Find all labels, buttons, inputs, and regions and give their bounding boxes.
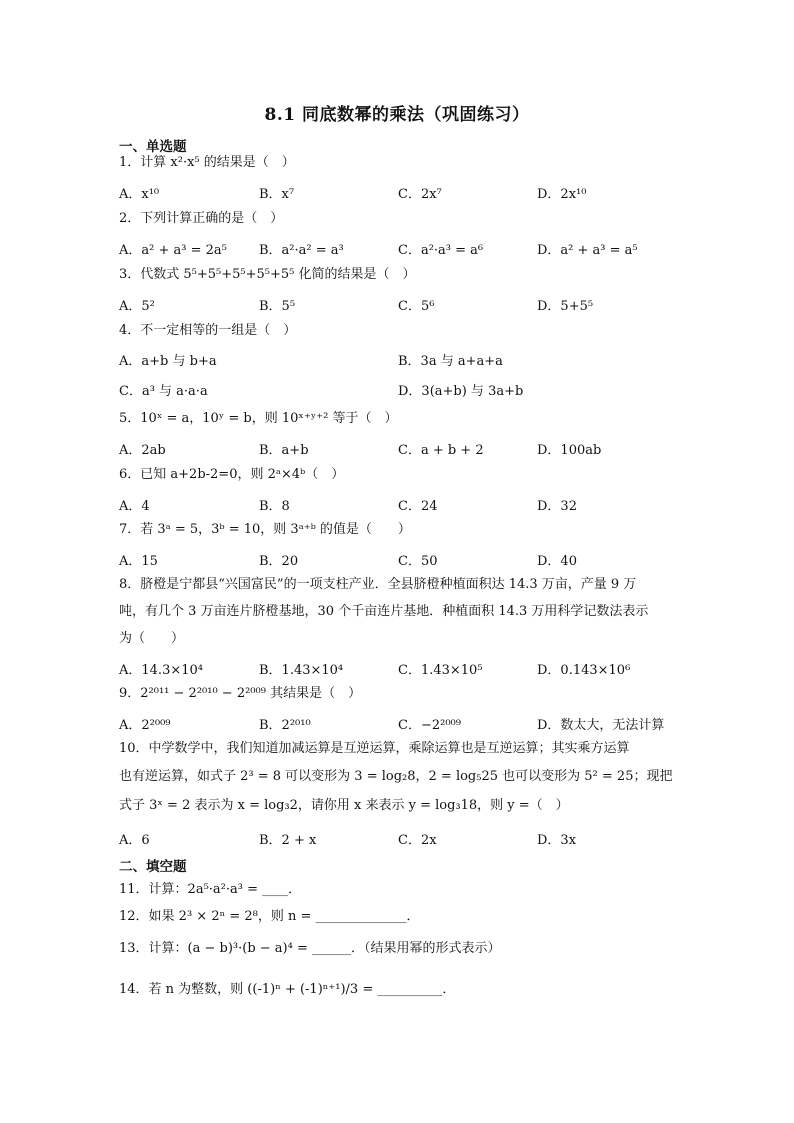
option-d: D．3(a+b) 与 3a+b <box>398 384 524 399</box>
page-title: 8.1 同底数幂的乘法（巩固练习） <box>264 105 530 125</box>
option-c: C．50 <box>398 554 438 569</box>
options-5 <box>119 439 679 459</box>
option-a: A．15 <box>119 554 158 569</box>
option-d: D．0.143×10⁶ <box>537 663 631 678</box>
question-8-line3: 为（ ） <box>119 631 185 646</box>
option-a: A．a+b 与 b+a <box>119 354 217 369</box>
option-b: B．a²·a² = a³ <box>259 243 344 258</box>
option-c: C．a³ 与 a·a·a <box>119 384 208 399</box>
question-8-line2: 吨，有几个 3 万亩连片脐橙基地，30 个千亩连片基地．种植面积 14.3 万用科学记数法表示 <box>119 604 649 619</box>
options-2 <box>119 239 679 259</box>
option-d: D．100ab <box>537 443 602 458</box>
option-d: D．2x¹⁰ <box>537 187 587 202</box>
options-1 <box>119 183 679 203</box>
option-a: A．5² <box>119 299 155 314</box>
option-d: D．3x <box>537 833 577 848</box>
option-d: D．40 <box>537 554 577 569</box>
question-8-line1: 8．脐橙是宁都县“兴国富民”的一项支柱产业．全县脐橙种植面积达 14.3 万亩，产量 9 万 <box>119 577 637 592</box>
option-d: D．5+5⁵ <box>537 299 594 314</box>
option-c: C．1.43×10⁵ <box>398 663 483 678</box>
option-d: D．32 <box>537 499 577 514</box>
option-c: C．a + b + 2 <box>398 443 484 458</box>
question-5: 5．10ˣ = a，10ʸ = b，则 10ˣ⁺ʸ⁺² 等于（ ） <box>119 411 398 426</box>
option-a: A．a² + a³ = 2a⁵ <box>119 243 227 258</box>
option-b: B．2 + x <box>259 833 317 848</box>
question-11: 11．计算：2a⁵·a²·a³ = ____． <box>119 882 302 897</box>
question-13: 13．计算：(a − b)³·(b − a)⁴ = ______．（结果用幂的形式表示） <box>119 941 501 956</box>
option-a: A．6 <box>119 833 150 848</box>
option-a: A．x¹⁰ <box>119 187 160 202</box>
question-10-line1: 10．中学数学中，我们知道加减运算是互逆运算，乘除运算也是互逆运算；其实乘方运算 <box>119 741 630 756</box>
option-b: B．1.43×10⁴ <box>259 663 344 678</box>
option-c: C．a²·a³ = a⁶ <box>398 243 484 258</box>
options-3 <box>119 295 679 315</box>
option-c: C．−2²⁰⁰⁹ <box>398 718 461 733</box>
option-c: C．2x⁷ <box>398 187 442 202</box>
question-6: 6．已知 a+2b-2=0，则 2ᵃ×4ᵇ（ ） <box>119 467 345 482</box>
option-b: B．3a 与 a+a+a <box>398 354 503 369</box>
section-single-choice: 一、单选题 <box>119 139 187 155</box>
question-12: 12．如果 2³ × 2ⁿ = 2⁸，则 n = ______________． <box>119 909 420 924</box>
options-9 <box>119 714 679 734</box>
options-6 <box>119 495 679 515</box>
question-3: 3．代数式 5⁵+5⁵+5⁵+5⁵+5⁵ 化简的结果是（ ） <box>119 267 416 282</box>
options-4-row2 <box>119 380 679 400</box>
option-b: B．20 <box>259 554 299 569</box>
option-d: D．数太大，无法计算 <box>537 718 665 733</box>
question-2: 2．下列计算正确的是（ ） <box>119 211 284 226</box>
option-b: B．a+b <box>259 443 309 458</box>
option-c: C．2x <box>398 833 437 848</box>
option-c: C．5⁶ <box>398 299 435 314</box>
question-10-line2: 也有逆运算，如式子 2³ = 8 可以变形为 3 = log₂8，2 = log₅25 也可以变形为 5² = 25；现把 <box>119 769 673 784</box>
option-b: B．5⁵ <box>259 299 296 314</box>
option-a: A．2²⁰⁰⁹ <box>119 718 171 733</box>
options-10 <box>119 829 679 849</box>
option-b: B．8 <box>259 499 290 514</box>
question-4: 4．不一定相等的一组是（ ） <box>119 323 297 338</box>
option-d: D．a² + a³ = a⁵ <box>537 243 638 258</box>
option-c: C．24 <box>398 499 438 514</box>
question-1: 1．计算 x²·x⁵ 的结果是（ ） <box>119 155 295 170</box>
option-b: B．2²⁰¹⁰ <box>259 718 311 733</box>
option-a: A．2ab <box>119 443 166 458</box>
question-7: 7．若 3ᵃ = 5，3ᵇ = 10，则 3ᵃ⁺ᵇ 的值是（ ） <box>119 522 411 537</box>
options-8 <box>119 659 679 679</box>
option-b: B．x⁷ <box>259 187 295 202</box>
options-7 <box>119 550 679 570</box>
question-9: 9．2²⁰¹¹ − 2²⁰¹⁰ − 2²⁰⁰⁹ 其结果是（ ） <box>119 686 362 701</box>
section-fill-blank: 二、填空题 <box>119 859 187 875</box>
option-a: A．14.3×10⁴ <box>119 663 203 678</box>
question-14: 14．若 n 为整数，则 ((-1)ⁿ + (-1)ⁿ⁺¹)/3 = __________． <box>119 982 456 997</box>
options-4-row1 <box>119 350 679 370</box>
question-10-line3: 式子 3ˣ = 2 表示为 x = log₃2，请你用 x 来表示 y = log₃18，则 y =（ ） <box>119 798 569 813</box>
option-a: A．4 <box>119 499 150 514</box>
